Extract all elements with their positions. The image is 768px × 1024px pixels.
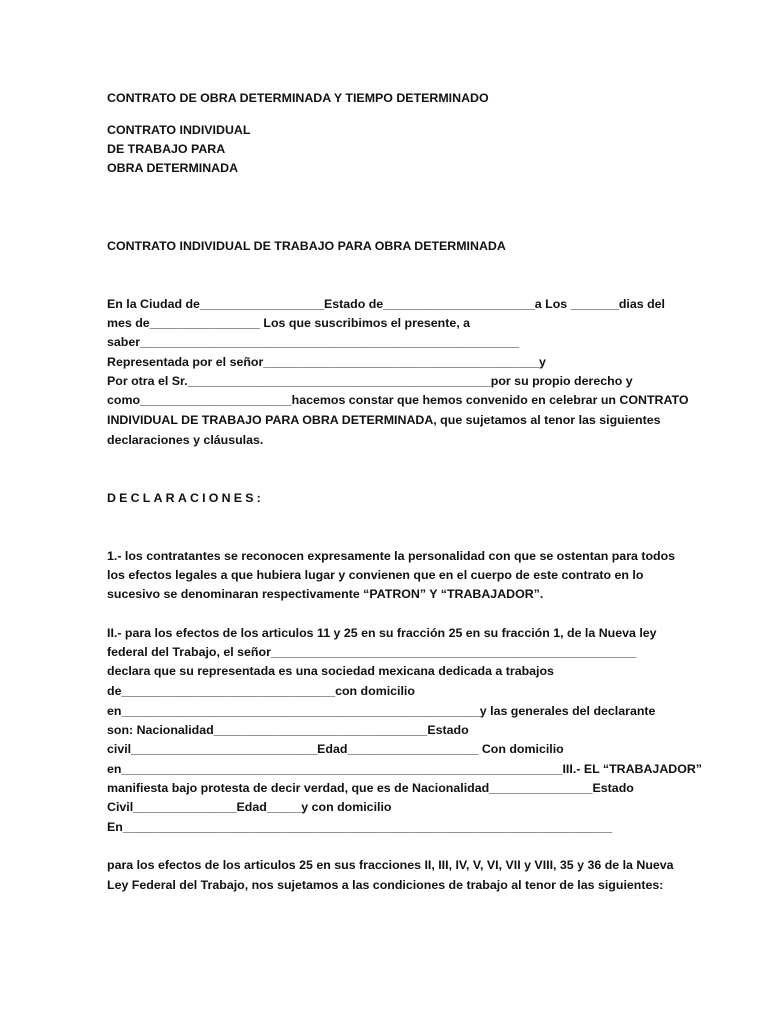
declaration-1-line-3: sucesivo se denominaran respectivamente “PATRON” Y “TRABAJADOR”. xyxy=(107,587,544,601)
closing-line-1: para los efectos de los articulos 25 en sus fracciones II, III, IV, V, VI, VII y VIII, 35 y 36 de la Nueva xyxy=(107,858,674,872)
intro-line-2: mes de________________ Los que suscribimos el presente, a xyxy=(107,316,470,330)
intro-line-3: saber_______________________________________________________ xyxy=(107,335,520,349)
declarations-heading: DECLARACIONES: xyxy=(107,491,265,505)
declaration-2-line-5: en____________________________________________________y las generales del declarante xyxy=(107,704,656,718)
intro-line-6: como______________________hacemos constar que hemos convenido en celebrar un CONTRATO xyxy=(107,393,689,407)
closing-line-2: Ley Federal del Trabajo, nos sujetamos a las condiciones de trabajo al tenor de las siguientes: xyxy=(107,878,664,892)
declaration-2-line-9: manifiesta bajo protesta de decir verdad, que es de Nacionalidad_______________Estado xyxy=(107,781,634,795)
declaration-2-line-8: en________________________________________________________________III.- EL “TRABAJADOR” xyxy=(107,762,703,776)
declaration-2-line-3: declara que su representada es una sociedad mexicana dedicada a trabajos xyxy=(107,664,554,678)
intro-line-8: declaraciones y cláusulas. xyxy=(107,433,264,447)
declaration-2-line-7: civil___________________________Edad___________________ Con domicilio xyxy=(107,742,564,756)
intro-line-5: Por otra el Sr.____________________________________________por su propio derecho y xyxy=(107,374,633,388)
intro-line-1: En la Ciudad de__________________Estado de______________________a Los _______dias del xyxy=(107,297,665,311)
subtitle-line-3: OBRA DETERMINADA xyxy=(107,161,239,175)
declaration-2-line-6: son: Nacionalidad_______________________________Estado xyxy=(107,723,469,737)
declaration-1-line-1: 1.- los contratantes se reconocen expresamente la personalidad con que se ostentan para todos xyxy=(107,549,676,563)
declaration-2-line-2: federal del Trabajo, el señor_____________________________________________________ xyxy=(107,645,637,659)
declaration-2-line-1: II.- para los efectos de los articulos 11 y 25 en su fracción 25 en su fracción 1, de la Nueva ley xyxy=(107,626,657,640)
declaration-1-line-2: los efectos legales a que hubiera lugar y convienen que en el cuerpo de este contrato en lo xyxy=(107,568,644,582)
intro-line-7: INDIVIDUAL DE TRABAJO PARA OBRA DETERMINADA, que sujetamos al tenor las siguientes xyxy=(107,413,661,427)
document-title: CONTRATO DE OBRA DETERMINADA Y TIEMPO DETERMINADO xyxy=(107,91,489,105)
declaration-2-line-4: de_______________________________con domicilio xyxy=(107,684,415,698)
intro-line-4: Representada por el señor________________________________________y xyxy=(107,355,546,369)
subtitle-line-2: DE TRABAJO PARA xyxy=(107,142,226,156)
declaration-2-line-10: Civil_______________Edad_____y con domicilio xyxy=(107,800,392,814)
declaration-2-line-11: En_______________________________________________________________________ xyxy=(107,820,613,834)
subtitle-line-1: CONTRATO INDIVIDUAL xyxy=(107,123,251,137)
section-heading: CONTRATO INDIVIDUAL DE TRABAJO PARA OBRA DETERMINADA xyxy=(107,239,506,253)
